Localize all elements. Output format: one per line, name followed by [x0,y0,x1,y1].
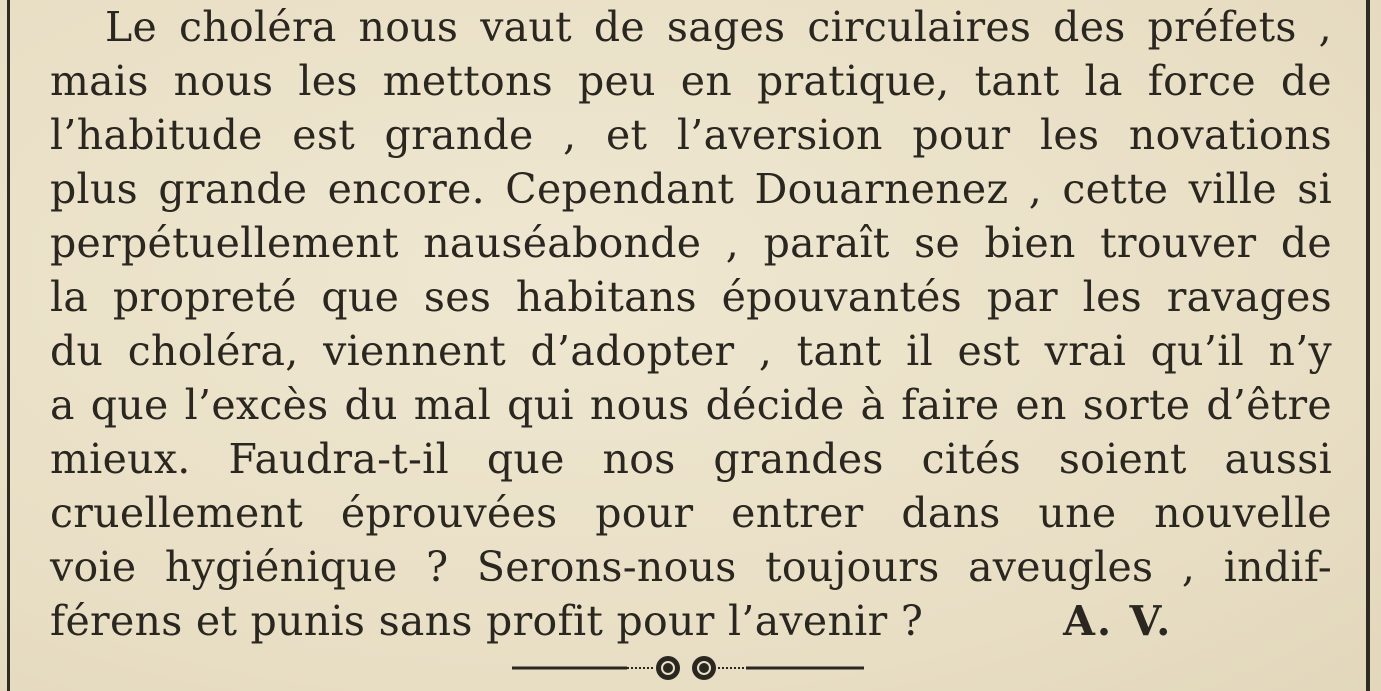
article-line: mieux. Faudra-t-il que nos grandes cités soient aussi [50,435,1332,483]
column-rule-right [1366,0,1370,691]
author-signature: A. V. [1063,597,1173,645]
article-line: perpétuellement nauséabonde , paraît se bien trouver de [50,219,1332,267]
double-rosette-divider-icon [512,654,868,684]
article-line: voie hygiénique ? Serons-nous toujours aveugles , indif- [50,543,1332,591]
article-line: l’habitude est grande , et l’aversion pour les novations [50,111,1332,159]
article-line: a que l’excès du mal qui nous décide à faire en sorte d’être [50,381,1332,429]
article-line: Le choléra nous vaut de sages circulaires des préfets , [105,3,1332,51]
article-line: la propreté que ses habitans épouvantés par les ravages [50,273,1332,321]
article-line: mais nous les mettons peu en pratique, tant la force de [50,57,1332,105]
article-last-line [50,594,1332,648]
article-text [50,0,1332,648]
column-rule-left [7,0,10,691]
article-line: férens et punis sans profit pour l’avenir ? [50,597,924,645]
article-line: cruellement éprouvées pour entrer dans une nouvelle [50,489,1332,537]
article-line: du choléra, viennent d’adopter , tant il est vrai qu’il n’y [50,327,1332,375]
article-line: plus grande encore. Cependant Douarnenez , cette ville si [50,165,1332,213]
